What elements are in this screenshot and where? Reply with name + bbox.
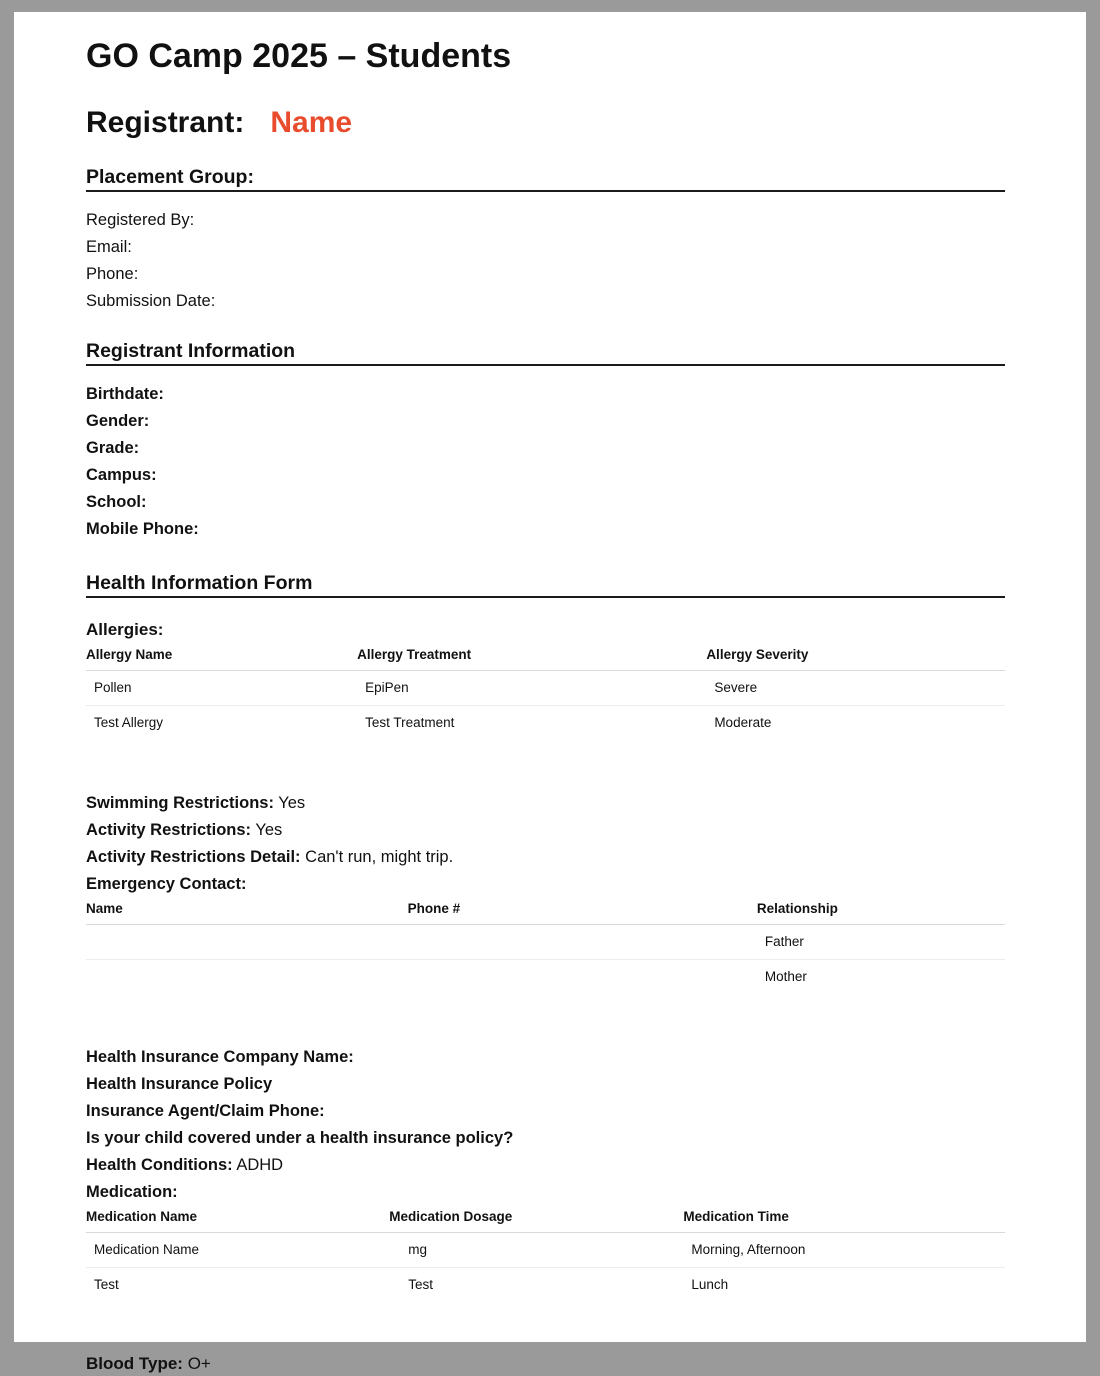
- health-conditions-value: ADHD: [236, 1156, 284, 1174]
- activity-restrictions-label: Activity Restrictions:: [86, 821, 252, 839]
- allergy-treatment-header: Allergy Treatment: [357, 644, 706, 671]
- activity-restrictions-line: [86, 817, 1005, 844]
- registrant-name: Name: [270, 106, 353, 139]
- health-conditions-line: [86, 1152, 1005, 1179]
- insurance-policy-line: [86, 1071, 1005, 1098]
- field-email: Email:: [86, 238, 132, 256]
- medication-name-header: Medication Name: [86, 1206, 389, 1233]
- insurance-policy-label: Health Insurance Policy: [86, 1075, 273, 1093]
- medication-dosage-cell: mg: [389, 1233, 683, 1268]
- placement-fields: [86, 207, 1005, 315]
- medication-label-line: [86, 1179, 1005, 1206]
- contact-phone-cell: [408, 925, 757, 960]
- emergency-contact-table: [86, 898, 1005, 994]
- table-row: [86, 925, 1005, 960]
- blood-type-label: Blood Type:: [86, 1354, 183, 1373]
- table-row: [86, 671, 1005, 706]
- field-grade: Grade:: [86, 439, 140, 457]
- allergy-severity-cell: Severe: [706, 671, 1005, 706]
- medication-name-cell: Test: [94, 1277, 119, 1292]
- table-row: [86, 706, 1005, 741]
- medication-header-row: [86, 1206, 1005, 1233]
- medication-time-cell: Lunch: [691, 1277, 729, 1292]
- registrant-info-fields: [86, 381, 1005, 543]
- field-submission-date: Submission Date:: [86, 292, 216, 310]
- insurance-coverage-question-line: [86, 1125, 1005, 1152]
- emergency-contact-label: Emergency Contact:: [86, 875, 247, 893]
- allergies-table: [86, 644, 1005, 740]
- contact-relationship-header: Relationship: [757, 898, 1005, 925]
- activity-restrictions-value: Yes: [255, 821, 283, 839]
- swimming-restrictions-line: [86, 790, 1005, 817]
- blood-type-value: O+: [187, 1354, 211, 1373]
- field-phone: Phone:: [86, 265, 139, 283]
- allergy-severity-cell: Moderate: [714, 715, 772, 730]
- emergency-contact-label-line: [86, 871, 1005, 898]
- section-heading-registrant-information: Registrant Information: [86, 341, 1005, 366]
- insurance-block: [86, 1044, 1005, 1206]
- contact-name-header: Name: [86, 898, 408, 925]
- activity-restrictions-detail-label: Activity Restrictions Detail:: [86, 848, 301, 866]
- medication-name-cell: Medication Name: [86, 1233, 389, 1268]
- field-mobile-phone: Mobile Phone:: [86, 520, 199, 538]
- field-campus: Campus:: [86, 466, 157, 484]
- allergy-treatment-cell: Test Treatment: [365, 715, 455, 730]
- document-title: GO Camp 2025 – Students: [86, 37, 512, 75]
- swimming-restrictions-label: Swimming Restrictions:: [86, 794, 274, 812]
- insurance-agent-phone-label: Insurance Agent/Claim Phone:: [86, 1102, 325, 1120]
- activity-restrictions-detail-value: Can't run, might trip.: [305, 848, 454, 866]
- table-row: [86, 1268, 1005, 1303]
- registrant-line: [86, 105, 1005, 141]
- contact-phone-cell: [408, 960, 757, 995]
- contact-relationship-cell: Father: [757, 925, 1005, 960]
- swimming-restrictions-value: Yes: [278, 794, 306, 812]
- allergy-name-header: Allergy Name: [86, 644, 357, 671]
- blood-type-line: [86, 1352, 1005, 1376]
- insurance-company-label: Health Insurance Company Name:: [86, 1048, 354, 1066]
- field-registered-by: Registered By:: [86, 211, 195, 229]
- allergies-label: Allergies:: [86, 620, 164, 639]
- medication-dosage-header: Medication Dosage: [389, 1206, 683, 1233]
- section-heading-placement-group: Placement Group:: [86, 167, 1005, 192]
- allergy-treatment-cell: EpiPen: [357, 671, 706, 706]
- medication-time-cell: Morning, Afternoon: [683, 1233, 1005, 1268]
- medication-table: [86, 1206, 1005, 1302]
- allergy-name-cell: Pollen: [86, 671, 357, 706]
- medication-label: Medication:: [86, 1183, 178, 1201]
- insurance-company-line: [86, 1044, 1005, 1071]
- restrictions-block: [86, 790, 1005, 898]
- contact-name-cell: [86, 925, 408, 960]
- allergies-header-row: [86, 644, 1005, 671]
- medication-time-header: Medication Time: [683, 1206, 1005, 1233]
- document-page: [14, 12, 1086, 1373]
- section-heading-health-information-form: Health Information Form: [86, 573, 1005, 598]
- table-row: [86, 1233, 1005, 1268]
- medication-dosage-cell: Test: [408, 1277, 434, 1292]
- field-school: School:: [86, 493, 147, 511]
- contact-relationship-cell: Mother: [764, 969, 807, 984]
- field-birthdate: Birthdate:: [86, 385, 164, 403]
- activity-restrictions-detail-line: [86, 844, 1005, 871]
- allergy-name-cell: Test Allergy: [94, 715, 164, 730]
- registrant-label: Registrant:: [86, 106, 245, 139]
- table-row: [86, 960, 1005, 995]
- insurance-coverage-question-label: Is your child covered under a health insurance policy?: [86, 1129, 514, 1147]
- insurance-agent-phone-line: [86, 1098, 1005, 1125]
- contact-phone-header: Phone #: [408, 898, 757, 925]
- health-conditions-label: Health Conditions:: [86, 1156, 233, 1174]
- allergy-severity-header: Allergy Severity: [706, 644, 1005, 671]
- field-gender: Gender:: [86, 412, 150, 430]
- contact-name-cell: [86, 960, 408, 995]
- emergency-header-row: [86, 898, 1005, 925]
